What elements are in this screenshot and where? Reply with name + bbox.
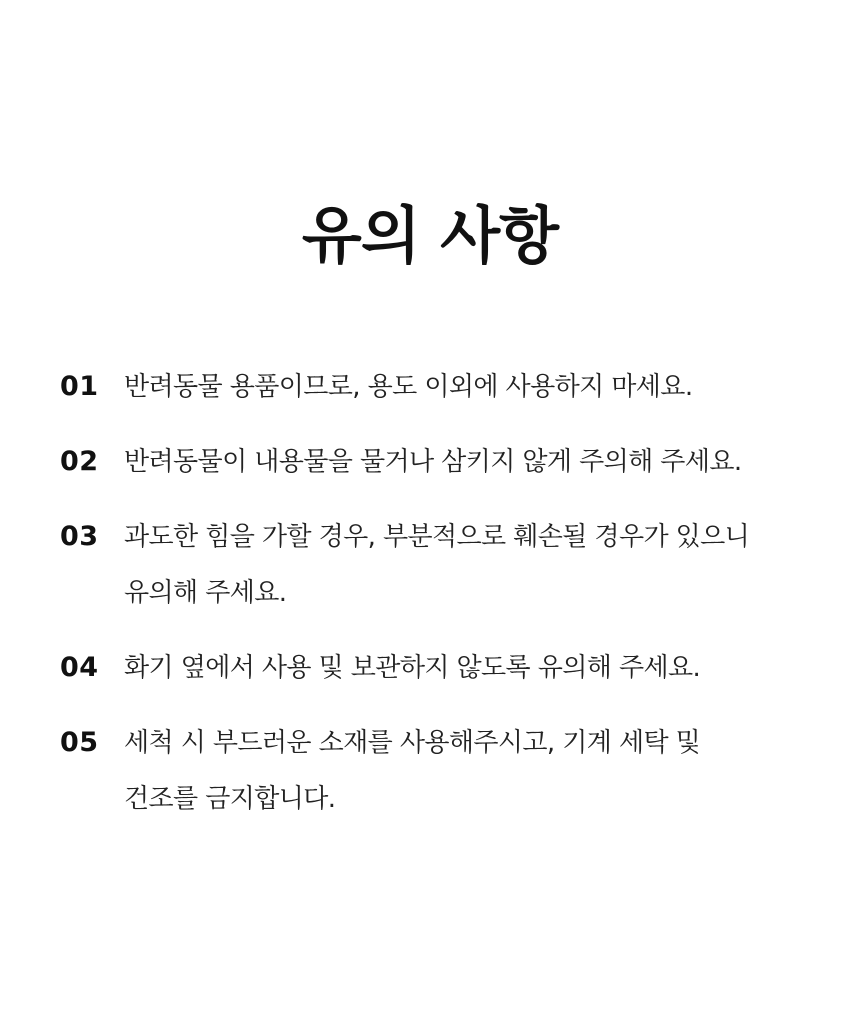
precaution-number: 03 [60,521,99,552]
precaution-item-03 [60,509,820,621]
precaution-text: 반려동물이 내용물을 물거나 삼키지 않게 주의해 주세요. [124,447,742,477]
precaution-text: 화기 옆에서 사용 및 보관하지 않도록 유의해 주세요. [124,653,701,683]
precaution-item-05 [60,715,820,827]
page-title: 유의 사항 [301,199,559,272]
precautions-list [60,359,820,846]
precaution-text: 반려동물 용품이므로, 용도 이외에 사용하지 마세요. [124,372,693,402]
precaution-number: 01 [60,371,99,402]
precaution-text: 과도한 힘을 가할 경우, 부분적으로 훼손될 경우가 있으니 유의해 주세요. [124,522,750,608]
precaution-item-04 [60,640,820,696]
precaution-number: 04 [60,652,99,683]
precaution-item-02 [60,434,820,490]
precaution-item-01 [60,359,820,415]
precaution-text: 세척 시 부드러운 소재를 사용해주시고, 기계 세탁 및 건조를 금지합니다. [124,728,701,814]
precaution-number: 02 [60,446,99,477]
precaution-number: 05 [60,727,99,758]
